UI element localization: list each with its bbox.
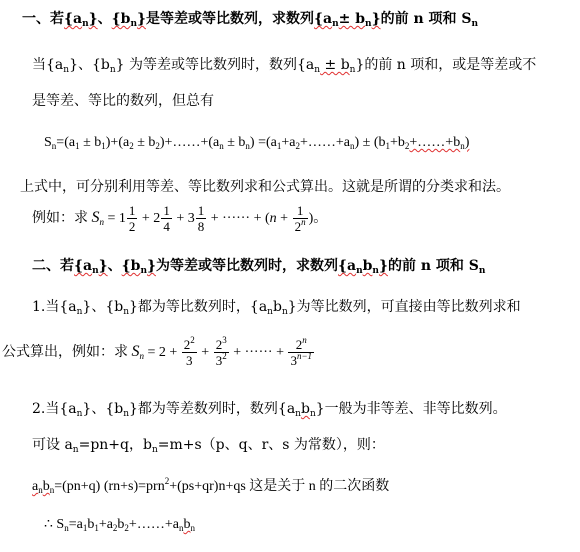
num-base: 2 bbox=[295, 337, 303, 353]
heading-seq: {a bbox=[338, 258, 357, 274]
heading-seq-sub1: n bbox=[332, 19, 339, 29]
para-text: }都为等差数列时，数列{a bbox=[129, 401, 296, 417]
sub-1: 1 bbox=[101, 141, 106, 151]
heading-bn-close: } bbox=[136, 11, 146, 27]
heading-seq: {a bbox=[314, 11, 333, 27]
formula-part: +b bbox=[390, 135, 405, 150]
example-n: n bbox=[269, 211, 277, 226]
sub-n: n bbox=[219, 141, 224, 151]
para-text: 2.当{a bbox=[32, 401, 77, 417]
sub-n: n bbox=[245, 141, 250, 151]
sub-2: 2 bbox=[112, 523, 118, 533]
formula-part: )+……+(a bbox=[159, 135, 220, 150]
example-term: + bbox=[276, 211, 292, 226]
heading-text: 二、若 bbox=[32, 258, 74, 274]
para-text: }、{b bbox=[82, 299, 124, 315]
heading-an: {a bbox=[64, 11, 83, 27]
heading-sep: 、 bbox=[97, 11, 112, 27]
fraction bbox=[127, 203, 138, 234]
para-text: +a bbox=[98, 517, 113, 532]
sub-n: n bbox=[460, 141, 465, 151]
heading-bn-sub: n bbox=[130, 19, 137, 29]
heading-seq-close: } bbox=[378, 258, 388, 274]
sub-1: 1 bbox=[385, 141, 390, 151]
formula-part: S bbox=[44, 135, 52, 150]
formula-part: ) =(a bbox=[249, 135, 277, 150]
fraction-num: 1 bbox=[163, 203, 170, 219]
fraction-den bbox=[214, 353, 229, 368]
sum-formula bbox=[44, 134, 469, 152]
para-text: }为等比数列，可直接由等比数列求和 bbox=[287, 299, 521, 315]
example-label: 公式算出，例如：求 bbox=[2, 345, 128, 360]
paragraph-line bbox=[32, 56, 536, 74]
fraction-den: 3 bbox=[186, 353, 193, 369]
paragraph-line: 上式中，可分别利用等差、等比数列求和公式算出。这就是所谓的分类求和法。 bbox=[20, 179, 510, 195]
heading-seq-b: b bbox=[362, 258, 373, 274]
num-base: 2 bbox=[215, 337, 223, 353]
fraction-den: 2 bbox=[128, 219, 136, 235]
fraction-num: 1 bbox=[293, 203, 308, 219]
sub-n: n bbox=[63, 65, 70, 75]
fraction-den: 8 bbox=[197, 219, 205, 235]
sub-n: n bbox=[281, 307, 288, 317]
heading-an-close: } bbox=[98, 258, 108, 274]
sub-n: n bbox=[123, 409, 129, 419]
formula-part: ± b bbox=[223, 135, 246, 150]
formula-part: ) bbox=[464, 135, 470, 150]
para-text: b bbox=[42, 479, 50, 494]
den-base: 3 bbox=[290, 353, 297, 369]
sub-n: n bbox=[76, 307, 83, 317]
den-sup: n−1 bbox=[296, 351, 313, 362]
formula-part: ) ± (b bbox=[354, 135, 386, 150]
paragraph-line bbox=[32, 298, 521, 316]
sub-n: n bbox=[314, 65, 321, 75]
heading-suffix: 的前 n 项和 S bbox=[380, 11, 472, 27]
sub-n: n bbox=[139, 351, 144, 361]
den-base: 3 bbox=[215, 353, 223, 369]
para-text: }的前 n 项和，或是等差或不 bbox=[355, 57, 537, 73]
para-text: a bbox=[32, 479, 39, 494]
para-text: b bbox=[300, 401, 310, 417]
example-term: + 3 bbox=[172, 211, 195, 226]
example-term: + ······ + ( bbox=[207, 211, 270, 226]
heading-an: {a bbox=[74, 258, 93, 274]
formula-part: +……+b bbox=[409, 135, 461, 150]
section1-heading bbox=[22, 10, 478, 28]
sub-2: 2 bbox=[124, 523, 129, 533]
example-line: 公式算出，例如：求 $S_n = 2$ + $\frac{2^2}{3}$ + $\frac{2^3}{3^2}$ + ······ + $\frac{2^n}{3^{n-1}}$ bbox=[2, 335, 313, 369]
para-text: +……+a bbox=[128, 517, 179, 532]
heading-suffix: 的前 n 项和 S bbox=[387, 258, 479, 274]
paragraph-line bbox=[32, 400, 507, 418]
para-text: b bbox=[117, 517, 125, 532]
sub-1: 1 bbox=[82, 523, 88, 533]
para-text: }一般为非等差、非等比数列。 bbox=[315, 401, 507, 417]
example-label: 例如：求 bbox=[32, 211, 88, 226]
paragraph-line: 是等差、等比的数列，但总有 bbox=[32, 93, 214, 109]
para-text: }都为等比数列时，{a bbox=[129, 299, 268, 315]
para-text: 可设 a bbox=[32, 437, 73, 453]
formula-part: ± b bbox=[133, 135, 156, 150]
para-text: }、{b bbox=[82, 401, 124, 417]
sub-n: n bbox=[64, 523, 69, 533]
heading-an-sub: n bbox=[82, 19, 89, 29]
fraction bbox=[214, 337, 229, 368]
para-text: } 为等差或等比数列时，数列{a bbox=[115, 57, 315, 73]
example-s: S bbox=[131, 343, 140, 360]
heading-s-sub: n bbox=[478, 266, 486, 276]
heading-sep: 、 bbox=[107, 258, 122, 274]
heading-bn: {b bbox=[111, 11, 131, 27]
fraction-den bbox=[293, 219, 308, 234]
para-text: ± b bbox=[320, 57, 350, 73]
paragraph-line bbox=[32, 436, 385, 454]
heading-s-sub: n bbox=[471, 19, 479, 29]
sub-n: n bbox=[49, 485, 55, 495]
heading-mid: 为等差或等比数列时，求数列 bbox=[156, 258, 338, 274]
sub-1: 1 bbox=[276, 141, 282, 151]
example-line bbox=[32, 203, 327, 234]
para-text: }、{b bbox=[69, 57, 110, 73]
num-sup: 2 bbox=[190, 335, 195, 346]
example-term: + ······ + bbox=[229, 345, 288, 360]
sub-1: 1 bbox=[94, 523, 99, 533]
fraction bbox=[161, 203, 172, 234]
paragraph-line bbox=[32, 478, 389, 496]
sub-n: n bbox=[295, 409, 301, 419]
fraction bbox=[196, 203, 207, 234]
para-text: 1.当{a bbox=[32, 299, 77, 315]
para-text: =m+s（p、q、r、s 为常数），则： bbox=[157, 437, 385, 453]
heading-text: 一、若 bbox=[22, 11, 64, 27]
num-sup: n bbox=[302, 335, 307, 346]
para-text: b bbox=[272, 299, 282, 315]
sub-n: n bbox=[349, 65, 356, 75]
sub-2: 2 bbox=[295, 141, 300, 151]
fraction-den-base: 2 bbox=[294, 219, 302, 235]
example-s: S bbox=[91, 209, 100, 226]
den-sup: 2 bbox=[222, 351, 227, 362]
heading-bn-close: } bbox=[146, 258, 156, 274]
sub-n: n bbox=[151, 445, 158, 455]
fraction bbox=[182, 337, 197, 368]
section2-heading bbox=[32, 257, 485, 275]
sub-n: n bbox=[99, 217, 104, 227]
fraction bbox=[293, 203, 308, 234]
fraction-num: 1 bbox=[197, 203, 205, 219]
fraction-den-sup: n bbox=[301, 217, 306, 228]
para-text: =(pn+q) (rn+s)=prn bbox=[54, 479, 165, 494]
sub-n: n bbox=[178, 523, 184, 533]
para-text: +(ps+qr)n+qs 这是关于 n 的二次函数 bbox=[169, 479, 390, 494]
sub-n: n bbox=[76, 409, 83, 419]
sup-2: 2 bbox=[164, 476, 170, 486]
example-eq: = 2 + bbox=[144, 345, 181, 360]
sub-n: n bbox=[356, 266, 363, 276]
sub-n: n bbox=[38, 485, 43, 495]
para-text: =a bbox=[68, 517, 83, 532]
heading-seq-pm: ± b bbox=[338, 11, 366, 27]
para-text: b bbox=[87, 517, 95, 532]
para-text: b bbox=[183, 517, 191, 532]
sub-n: n bbox=[140, 266, 147, 276]
sub-n: n bbox=[190, 523, 195, 533]
sub-n: n bbox=[267, 307, 273, 317]
example-close: )。 bbox=[308, 211, 328, 226]
sub-n: n bbox=[51, 141, 57, 151]
para-text: 当{a bbox=[32, 57, 64, 73]
sub-2: 2 bbox=[129, 141, 134, 151]
sub-n: n bbox=[123, 307, 129, 317]
sub-2: 2 bbox=[404, 141, 410, 151]
formula-part: =(a bbox=[56, 135, 76, 150]
sub-n: n bbox=[309, 409, 316, 419]
num-sup: 3 bbox=[222, 335, 227, 346]
example-term: + 2 bbox=[138, 211, 161, 226]
heading-seq-close: } bbox=[371, 11, 381, 27]
formula-part: ± b bbox=[79, 135, 102, 150]
sub-n: n bbox=[372, 266, 379, 276]
sub-n: n bbox=[109, 65, 116, 75]
fraction bbox=[288, 337, 314, 368]
heading-an-close: } bbox=[88, 11, 98, 27]
sub-n: n bbox=[349, 141, 355, 151]
formula-part: +a bbox=[281, 135, 296, 150]
num-base: 2 bbox=[183, 337, 191, 353]
heading-mid: 是等差或等比数列，求数列 bbox=[146, 11, 314, 27]
sub-n: n bbox=[72, 445, 79, 455]
fraction-den bbox=[288, 353, 314, 368]
heading-seq-sub2: n bbox=[365, 19, 372, 29]
sub-1: 1 bbox=[75, 141, 80, 151]
sub-n: n bbox=[92, 266, 99, 276]
fraction-num: 1 bbox=[128, 203, 136, 219]
paragraph-line bbox=[44, 516, 195, 534]
example-eq: = 1 bbox=[104, 211, 126, 226]
sub-2: 2 bbox=[155, 141, 160, 151]
formula-part: )+(a bbox=[105, 135, 130, 150]
para-text: =pn+q，b bbox=[78, 437, 152, 453]
para-text: ∴ S bbox=[44, 517, 65, 532]
heading-bn: {b bbox=[121, 258, 141, 274]
fraction-num bbox=[182, 337, 197, 353]
formula-part: +……+a bbox=[299, 135, 350, 150]
fraction-den: 4 bbox=[163, 219, 170, 235]
